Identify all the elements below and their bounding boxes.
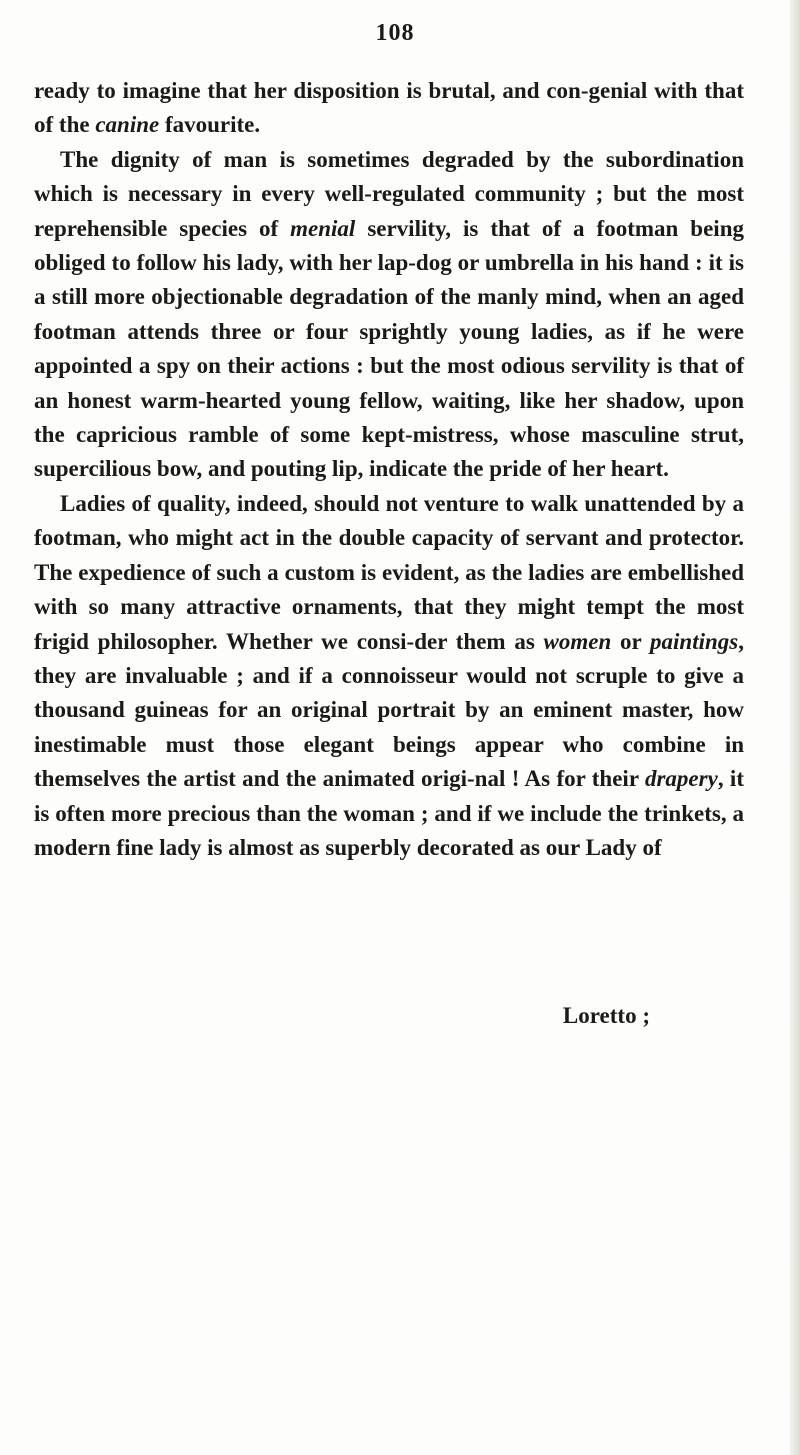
italic-word: menial [290,215,356,241]
italic-word: women [543,628,612,654]
catchword: Loretto ; [562,1003,650,1028]
text-run: favourite. [159,112,261,138]
page-edge [790,0,800,1455]
paragraph [34,74,744,143]
page-number: 108 [375,20,415,46]
body-text [34,74,744,865]
italic-word: paintings [650,628,739,654]
text-run: or [611,628,651,654]
paragraph [34,143,744,487]
text-run: The dignity of man is sometimes degraded by the subordination which is necessary in every well-regulated community ; but the most reprehensible species of [34,146,744,241]
italic-word: drapery [644,766,718,792]
italic-word: canine [95,112,160,138]
text-run: Ladies of quality, indeed, should not venture to walk unattended by a footman, who might act in the double capacity of servant and protector. The expedience of such a custom is evident, as the ladies are embellished with so many attractive ornaments, that they might tempt the most frigid philosopher. Whether we consi-der them as [34,490,744,654]
paragraph [34,487,744,865]
text-run: ready to imagine that her disposition is brutal, and con-genial with that of the [34,78,744,138]
text-run: , they are invaluable ; and if a connoisseur would not scruple to give a thousand guineas for an original portrait by an eminent master, how inestimable must those elegant beings appear who combine in themselves the artist and the animated origi-nal ! As for their [34,628,744,792]
text-run: , it is often more precious than the woman ; and if we include the trinkets, a modern fine lady is almost as superbly decorated as our Lady of [34,766,744,860]
text-run: servility, is that of a footman being obliged to follow his lady, with her lap-dog or umbrella in his hand : it is a still more objectionable degradation of the manly mind, when an aged footman attends three or four sprightly young ladies, as if he were appointed a spy on their actions : but the most odious servility is that of an honest warm-hearted young fellow, waiting, like her shadow, upon the capricious ramble of some kept-mistress, whose masculine strut, supercilious bow, and pouting lip, indicate the pride of her heart. [34,215,744,482]
